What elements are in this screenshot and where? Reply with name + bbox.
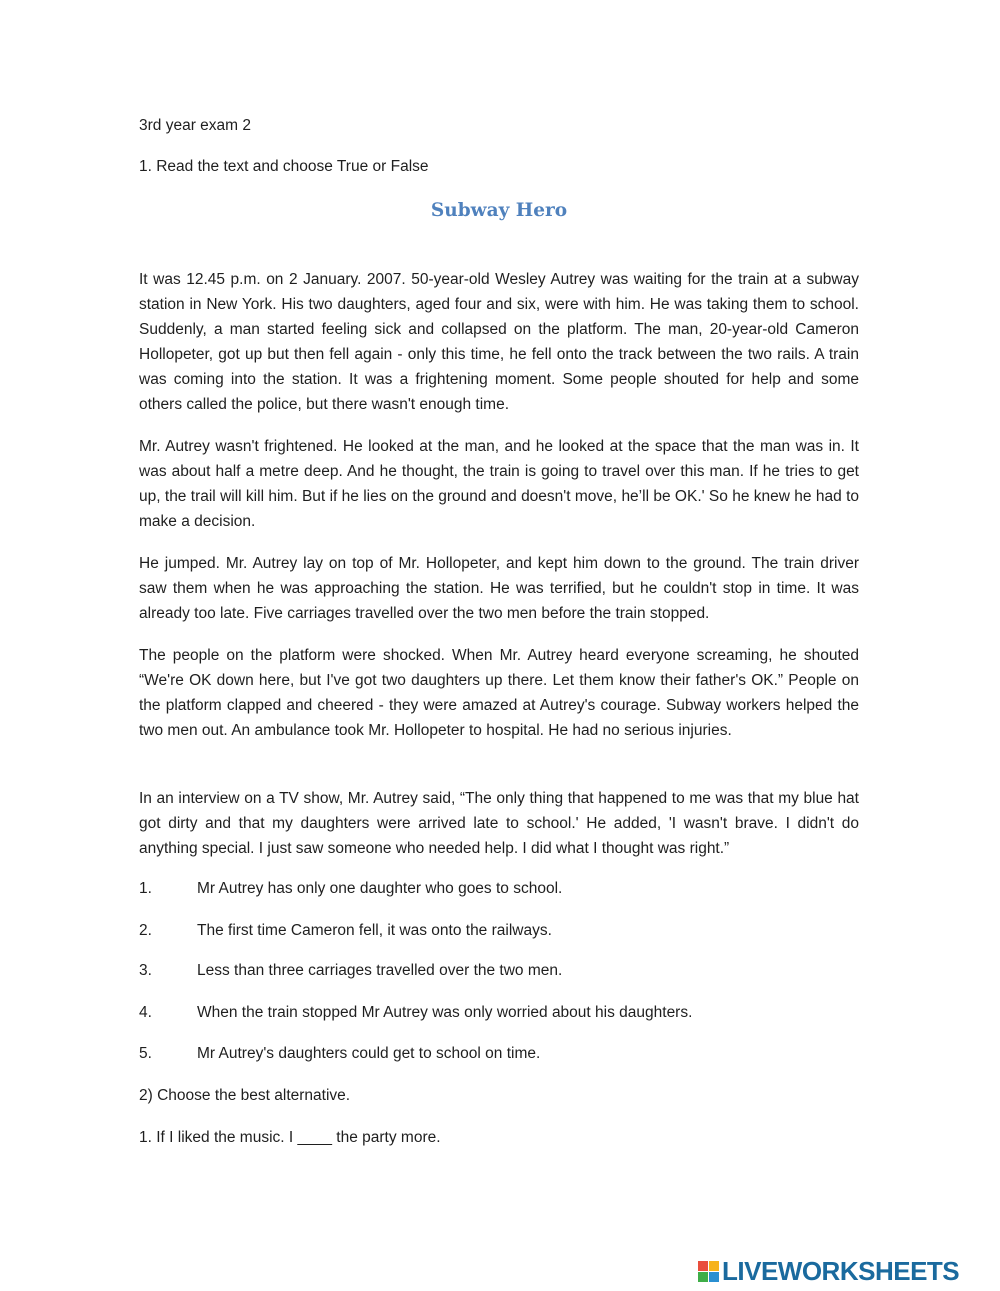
section1-instruction: 1. Read the text and choose True or False [139, 158, 429, 175]
logo-text: LIVEWORKSHEETS [722, 1255, 960, 1286]
section2-instruction: 2) Choose the best alternative. [139, 1087, 351, 1104]
article-paragraph-5: In an interview on a TV show, Mr. Autrey said, “The only thing that happened to me was that my blue hat got dirty and that my daughters were arrived late to school.' He added, 'I wasn't brave. I didn't do anything special. I just saw someone who needed help. I did what I thought was right.” [139, 790, 859, 857]
article-paragraph-4: The people on the platform were shocked. When Mr. Autrey heard everyone screaming, he shouted “We're OK down here, but I've got two daughters up there. Let them know their father's OK.” People on the platform clapped and cheered - they were amazed at Autrey's courage. Subway workers helped the two men out. An ambulance took Mr. Hollopeter to hospital. He had no serious injuries. [139, 647, 859, 739]
statement-number: 2. [139, 922, 152, 939]
statement-number: 3. [139, 962, 152, 979]
statement-number: 5. [139, 1045, 152, 1062]
section2-question-1: 1. If I liked the music. I ____ the party more. [139, 1129, 441, 1146]
statement-text: The first time Cameron fell, it was onto the railways. [197, 922, 552, 939]
logo-blocks-icon [698, 1261, 719, 1282]
statement-text: Less than three carriages travelled over the two men. [197, 962, 563, 979]
article-paragraph-2: Mr. Autrey wasn't frightened. He looked at the man, and he looked at the space that the man was in. It was about half a metre deep. And he thought, the train is going to travel over this man. If he tries to get up, the trail will kill him. But if he lies on the ground and doesn't move, he’ll be OK.' So he knew he had to make a decision. [139, 438, 859, 530]
statement-text: Mr Autrey's daughters could get to school on time. [197, 1045, 541, 1062]
article-paragraph-1: It was 12.45 p.m. on 2 January. 2007. 50-year-old Wesley Autrey was waiting for the train at a subway station in New York. His two daughters, aged four and six, were with him. He was taking them to school. Suddenly, a man started feeling sick and collapsed on the platform. The man, 20-year-old Cameron Hollopeter, got up but then fell again - only this time, he fell onto the track between the two rails. A train was coming into the station. It was a frightening moment. Some people shouted for help and some others called the police, but there wasn't enough time. [139, 271, 859, 413]
liveworksheets-logo [698, 1256, 959, 1286]
statement-text: Mr Autrey has only one daughter who goes to school. [197, 880, 563, 897]
statement-text: When the train stopped Mr Autrey was only worried about his daughters. [197, 1004, 693, 1021]
article-paragraph-3: He jumped. Mr. Autrey lay on top of Mr. Hollopeter, and kept him down to the ground. The train driver saw them when he was approaching the station. He was terrified, but he couldn't stop in time. It was already too late. Five carriages travelled over the two men before the train stopped. [139, 555, 859, 622]
exam-title: 3rd year exam 2 [139, 117, 251, 134]
statement-number: 4. [139, 1004, 152, 1021]
statement-number: 1. [139, 880, 152, 897]
article-title: Subway Hero [430, 200, 568, 221]
